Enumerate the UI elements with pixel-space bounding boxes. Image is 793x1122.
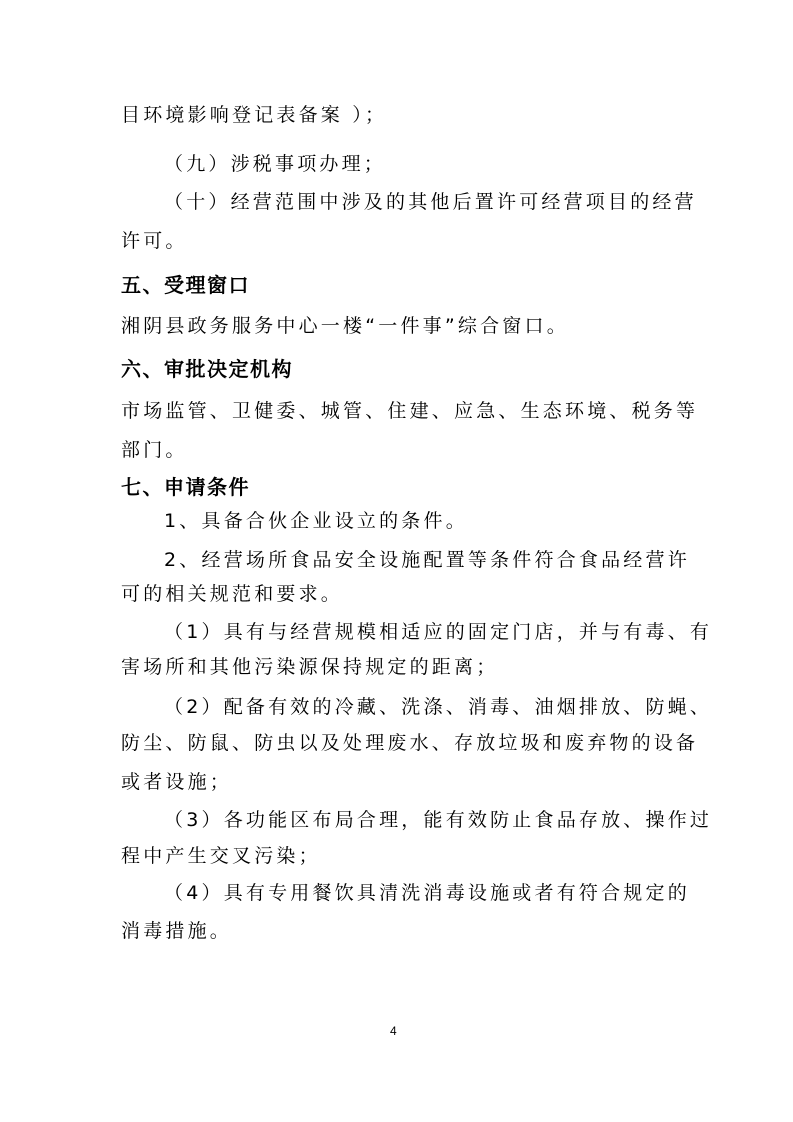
text-line-item-10: （十）经营范围中涉及的其他后置许可经营项目的经营 — [164, 191, 697, 213]
text-line-sub-4: （4）具有专用餐饮具清洗消毒设施或者有符合规定的 — [164, 882, 690, 904]
page-number: 4 — [390, 1024, 397, 1038]
text-line-window: 湘阴县政务服务中心一楼“一件事”综合窗口。 — [121, 315, 569, 337]
text-line-env-record: 目环境影响登记表备案 ）； — [121, 104, 388, 126]
section-heading-authority: 六、审批决定机构 — [121, 357, 293, 381]
text-line-item-10-cont: 许可。 — [121, 230, 188, 252]
section-heading-window: 五、受理窗口 — [121, 273, 250, 297]
text-line-authority-cont: 部门。 — [121, 439, 188, 461]
text-line-sub-3: （3）各功能区布局合理，能有效防止食品存放、操作过 — [164, 809, 713, 831]
text-line-condition-1: 1、具备合伙企业设立的条件。 — [164, 510, 468, 532]
text-line-sub-4-cont: 消毒措施。 — [121, 920, 233, 942]
text-line-sub-1: （1）具有与经营规模相适应的固定门店，并与有毒、有 — [164, 621, 713, 643]
text-line-condition-2: 2、经营场所食品安全设施配置等条件符合食品经营许 — [164, 549, 690, 571]
text-line-sub-1-cont: 害场所和其他污染源保持规定的距离； — [121, 656, 499, 678]
text-line-sub-2-cont: 防尘、防鼠、防虫以及处理废水、存放垃圾和废弃物的设备 — [121, 732, 699, 754]
text-line-authority: 市场监管、卫健委、城管、住建、应急、生态环境、税务等 — [121, 400, 699, 422]
text-line-item-9: （九）涉税事项办理； — [164, 153, 387, 175]
section-heading-conditions: 七、申请条件 — [121, 475, 250, 499]
text-line-sub-2-cont2: 或者设施； — [121, 771, 233, 793]
text-line-sub-3-cont: 程中产生交叉污染； — [121, 845, 321, 867]
text-line-condition-2-cont: 可的相关规范和要求。 — [121, 583, 344, 605]
text-line-sub-2: （2）配备有效的冷藏、洗涤、消毒、油烟排放、防蝇、 — [164, 696, 713, 718]
